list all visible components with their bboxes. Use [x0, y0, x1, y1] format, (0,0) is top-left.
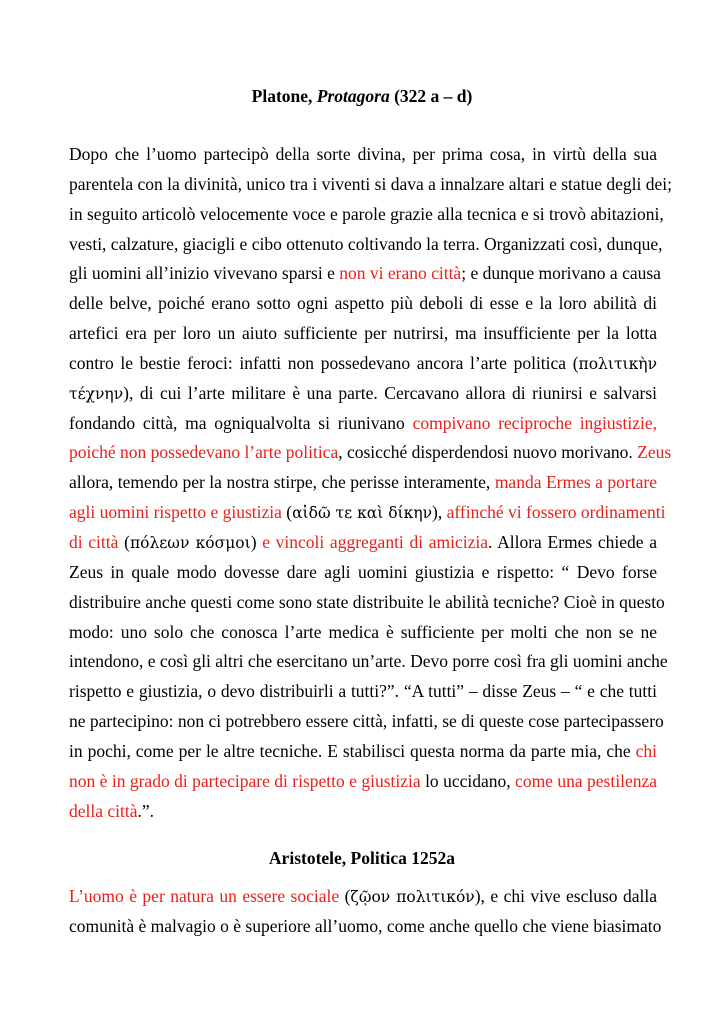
text-line — [69, 200, 664, 230]
text-segment: ( — [281, 502, 293, 523]
highlighted-text: come una pestilenza — [515, 770, 657, 791]
greek-text: αἰδῶ τε καὶ δίκην — [292, 504, 433, 523]
highlighted-text: manda Ermes a portare — [494, 472, 657, 493]
text-segment: rispetto e giustizia, o devo distribuirli a tutti?”. “A tutti” – disse Zeus – “ e che tutti — [69, 681, 657, 702]
text-segment: ) — [250, 531, 263, 552]
text-line — [69, 438, 672, 468]
text-segment: , cosicché disperdendosi nuovo morivano. — [338, 442, 638, 463]
text-segment: ( — [339, 886, 351, 906]
text-segment: artefici era per loro un aiuto sufficiente per nutrirsi, ma insufficiente per la lotta — [69, 323, 657, 344]
text-segment: gli uomini all’inizio vivevano sparsi e — [69, 263, 340, 284]
text-line — [69, 170, 673, 200]
text-line — [69, 558, 657, 588]
text-segment: comunità è malvagio o è superiore all’uomo, come anche quello che viene biasimato — [69, 915, 662, 936]
section-title-platone — [0, 86, 724, 107]
highlighted-text: poiché non possedevano l’arte politica — [69, 442, 339, 463]
text-line — [69, 498, 666, 528]
text-segment: ), — [432, 502, 447, 523]
text-line — [69, 707, 664, 737]
text-line — [69, 677, 657, 707]
text-line — [69, 319, 657, 349]
highlighted-text: non è in grado di partecipare di rispetto e giustizia — [69, 770, 421, 791]
title-author: Platone, — [251, 86, 317, 106]
text-segment: Zeus in quale modo dovesse dare agli uomini giustizia e rispetto: “ Devo forse — [69, 561, 657, 582]
text-segment: in seguito articolò velocemente voce e parole grazie alla tecnica e si trovò abitazioni, — [69, 203, 664, 224]
text-segment: vesti, calzature, giacigli e cibo ottenuto coltivando la terra. Organizzati così, dunque, — [69, 233, 663, 254]
text-segment: delle belve, poiché erano sotto ogni aspetto più deboli di esse e la loro abilità di — [69, 293, 657, 314]
highlighted-text: della città — [69, 800, 138, 821]
section-title-aristotele: Aristotele, Politica 1252a — [268, 848, 456, 868]
text-line — [69, 647, 668, 677]
text-segment: ), di cui l’arte militare è una parte. Cercavano allora di riunirsi e salvarsi — [123, 382, 657, 403]
text-line — [69, 737, 657, 767]
text-line — [69, 349, 657, 379]
text-segment: in pochi, come per le altre tecniche. E stabilisci questa norma da parte mia, che — [69, 740, 636, 761]
text-line — [69, 912, 662, 942]
text-line — [69, 230, 663, 260]
text-segment: fondando città, ma ogniqualvolta si riunivano — [69, 412, 413, 433]
text-segment: contro le bestie feroci: infatti non possedevano ancora l’arte politica ( — [69, 352, 579, 373]
text-line — [69, 588, 665, 618]
text-segment: . Allora Ermes chiede a — [488, 531, 658, 552]
text-segment: intendono, e così gli altri che esercitano un’arte. Devo porre così fra gli uomini anche — [69, 651, 668, 672]
text-segment: ne partecipino: non ci potrebbero essere città, infatti, se di queste cose partecipassero — [69, 711, 664, 732]
highlighted-text: e vincoli aggreganti di amicizia — [262, 531, 489, 552]
paragraph-protagora — [69, 140, 673, 826]
highlighted-text: di città — [69, 531, 119, 552]
text-segment: ( — [118, 531, 130, 552]
text-line — [69, 140, 657, 170]
text-segment: ), e chi vive escluso dalla — [474, 886, 657, 906]
title-reference: (322 a – d) — [389, 86, 473, 106]
text-line — [69, 379, 657, 409]
text-line — [69, 289, 657, 319]
title-work: Protagora — [316, 86, 390, 106]
text-line — [69, 767, 657, 797]
text-line — [69, 409, 657, 439]
text-line — [69, 528, 657, 558]
highlighted-text: affinché vi fossero ordinamenti — [446, 502, 666, 523]
text-line — [69, 797, 657, 827]
text-segment: Dopo che l’uomo partecipò della sorte divina, per prima cosa, in virtù della sua — [69, 144, 657, 164]
text-segment: parentela con la divinità, unico tra i viventi si dava a innalzare altari e statue degli dei; — [69, 173, 673, 194]
text-line — [69, 468, 657, 498]
greek-text: πολιτικὴν — [578, 354, 657, 373]
greek-text: πόλεων κόσμοι — [129, 533, 251, 552]
text-segment: .”. — [137, 800, 155, 821]
text-segment: lo uccidano, — [420, 770, 516, 791]
text-segment: modo: uno solo che conosca l’arte medica è sufficiente per molti che non se ne — [69, 621, 657, 642]
paragraph-politica — [69, 882, 662, 942]
text-segment: allora, temendo per la nostra stirpe, che perisse interamente, — [69, 472, 495, 493]
text-line — [69, 618, 657, 648]
highlighted-text: compivano reciproche ingiustizie, — [412, 412, 657, 433]
highlighted-text: agli uomini rispetto e giustizia — [69, 502, 282, 523]
text-line — [69, 259, 661, 289]
greek-text: τέχνην — [69, 384, 124, 403]
text-segment: ; e dunque morivano a causa — [461, 263, 661, 284]
highlighted-text: L’uomo è per natura un essere sociale — [69, 886, 340, 906]
highlighted-text: Zeus — [637, 442, 672, 463]
greek-text: ζῷον πολιτικόν — [350, 888, 475, 906]
text-line — [69, 882, 657, 912]
text-segment: distribuire anche questi come sono state distribuite le abilità tecniche? Cioè in questo — [69, 591, 665, 612]
highlighted-text: chi — [635, 740, 657, 761]
highlighted-text: non vi erano città — [339, 263, 462, 284]
